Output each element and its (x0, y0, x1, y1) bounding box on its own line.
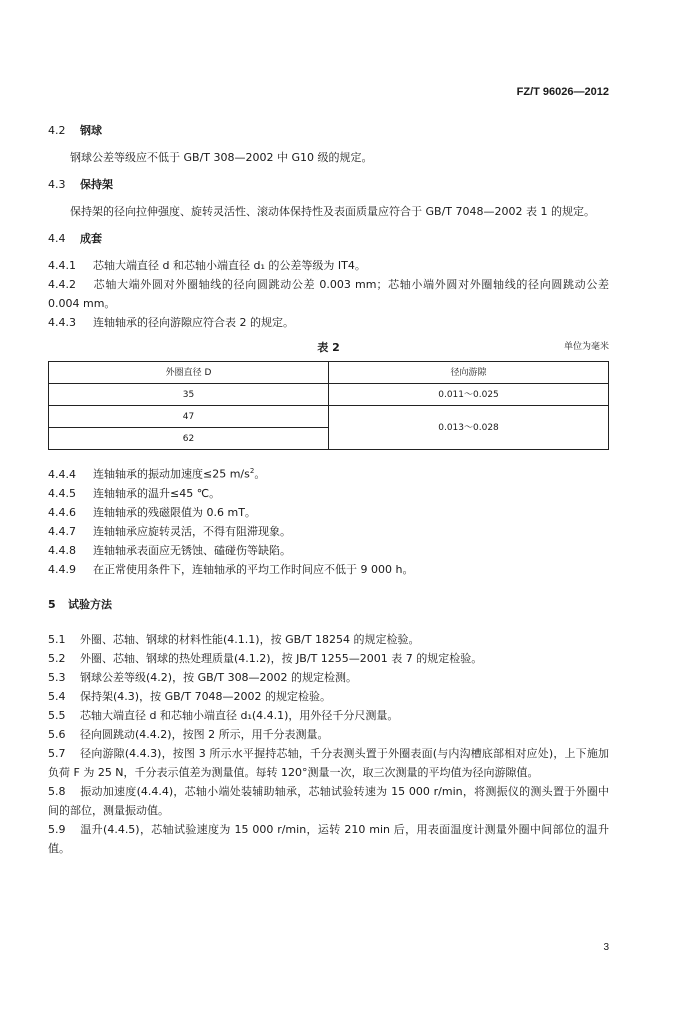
clause-number: 5.1 (48, 632, 66, 646)
clause-text-end: 。 (254, 467, 266, 481)
clause-text: 连轴轴承的残磁限值为 0.6 mT。 (93, 505, 256, 519)
clause-text: 温升(4.4.5)，芯轴试验速度为 15 000 r/min，运转 210 min 后，用表面温度计测量外圈中间部位的温升值。 (48, 822, 609, 855)
clause-text: 连轴轴承表面应无锈蚀、磕碰伤等缺陷。 (93, 543, 291, 557)
table-row (49, 384, 609, 406)
clause-text: 外圈、芯轴、钢球的热处理质量(4.1.2)，按 JB/T 1255—2001 表 7 的规定检验。 (80, 651, 483, 665)
clause-text: 连轴轴承的温升≤45 ℃。 (93, 486, 221, 500)
clause-number: 5.5 (48, 708, 66, 722)
header-diameter: 外圈直径 D (49, 362, 329, 384)
header-clearance: 径向游隙 (329, 362, 609, 384)
section-text-4-2: 钢球公差等级应不低于 GB/T 308—2002 中 G10 级的规定。 (70, 151, 373, 164)
clause-number: 5.2 (48, 651, 66, 665)
clause-number: 4.4.8 (48, 543, 76, 557)
cell-diameter: 35 (49, 384, 329, 406)
section-number: 4.2 (48, 124, 66, 137)
table-caption: 表 2 (317, 341, 340, 354)
section-heading-4-4 (48, 229, 609, 248)
clause-number: 4.4.1 (48, 259, 76, 272)
clause-text: 连轴轴承的振动加速度≤25 m/s (93, 467, 250, 481)
clause-text: 芯轴大端外圆对外圈轴线的径向圆跳动公差 0.003 mm；芯轴小端外圆对外圈轴线的径向圆跳动公差 0.004 mm。 (48, 278, 609, 310)
cell-clearance: 0.011～0.025 (329, 384, 609, 406)
clause-4-4-4 (48, 462, 609, 484)
clause-text: 钢球公差等级(4.2)，按 GB/T 308—2002 的规定检测。 (80, 670, 358, 684)
page-content (48, 121, 609, 858)
section-number: 4.4 (48, 232, 66, 245)
section-title: 保持架 (80, 178, 113, 191)
standard-code-header: FZ/T 96026—2012 (516, 86, 609, 98)
clause-text: 保持架(4.3)，按 GB/T 7048—2002 的规定检验。 (80, 689, 332, 703)
clause-4-4-7 (48, 522, 609, 541)
clause-text: 径向游隙(4.4.3)，按图 3 所示水平握持芯轴，千分表测头置于外圈表面(与内沟槽底部相对应处)，上下施加负荷 F 为 25 N，千分表示值差为测量值。每转 120°测量一次，取三次测量的平均值为径向游隙值。 (48, 746, 609, 779)
clause-number: 5.9 (48, 822, 66, 836)
clause-4-4-6 (48, 503, 609, 522)
cell-diameter: 47 (49, 406, 329, 428)
section-number: 4.3 (48, 178, 66, 191)
section-heading-4-3 (48, 175, 609, 194)
clause-number: 5.4 (48, 689, 66, 703)
cell-clearance: 0.013～0.028 (329, 406, 609, 450)
clause-4-4-5 (48, 484, 609, 503)
clause-number: 4.4.3 (48, 316, 76, 329)
clause-5-8 (48, 782, 609, 820)
clause-5-7 (48, 744, 609, 782)
clearance-table (48, 361, 609, 450)
clause-5-4 (48, 687, 609, 706)
clause-text: 连轴轴承的径向游隙应符合表 2 的规定。 (93, 316, 294, 329)
clause-4-4-1 (48, 256, 609, 275)
clause-text: 振动加速度(4.4.4)，芯轴小端处装辅助轴承，芯轴试验转速为 15 000 r/min，将测振仪的测头置于外圈中间的部位，测量振动值。 (48, 784, 609, 817)
section-number: 5 (48, 597, 56, 611)
table-row (49, 406, 609, 428)
clause-text: 芯轴大端直径 d 和芯轴小端直径 d₁ 的公差等级为 IT4。 (93, 259, 366, 272)
clause-text: 连轴轴承应旋转灵活，不得有阻滞现象。 (93, 524, 291, 538)
page-number: 3 (603, 942, 609, 953)
clause-5-1 (48, 630, 609, 649)
section-title: 钢球 (80, 124, 102, 137)
cell-diameter: 62 (49, 428, 329, 450)
clause-5-6 (48, 725, 609, 744)
clause-5-5 (48, 706, 609, 725)
clause-4-4-8 (48, 541, 609, 560)
clause-text: 外圈、芯轴、钢球的材料性能(4.1.1)，按 GB/T 18254 的规定检验。 (80, 632, 420, 646)
clause-number: 4.4.6 (48, 505, 76, 519)
clause-text: 径向圆跳动(4.4.2)，按图 2 所示，用千分表测量。 (80, 727, 329, 741)
clause-4-4-2 (48, 275, 609, 313)
clause-number: 4.4.4 (48, 467, 76, 481)
clause-number: 5.7 (48, 746, 66, 760)
section-title: 试验方法 (68, 597, 112, 611)
clause-text: 芯轴大端直径 d 和芯轴小端直径 d₁(4.4.1)，用外径千分尺测量。 (80, 708, 399, 722)
table-caption-row (48, 338, 609, 357)
section-text-4-3: 保持架的径向拉伸强度、旋转灵活性、滚动体保持性及表面质量应符合于 GB/T 7048—2002 表 1 的规定。 (70, 205, 595, 218)
superscript: 2 (249, 467, 255, 475)
table-header-row (49, 362, 609, 384)
clause-number: 5.8 (48, 784, 66, 798)
clause-number: 5.3 (48, 670, 66, 684)
clause-number: 4.4.2 (48, 278, 76, 291)
table-unit: 单位为毫米 (563, 342, 609, 352)
clause-5-2 (48, 649, 609, 668)
clause-number: 5.6 (48, 727, 66, 741)
clause-5-3 (48, 668, 609, 687)
clause-number: 4.4.9 (48, 562, 76, 576)
clause-text: 在正常使用条件下，连轴轴承的平均工作时间应不低于 9 000 h。 (93, 562, 414, 576)
clause-5-9 (48, 820, 609, 858)
clause-number: 4.4.5 (48, 486, 76, 500)
section-heading-5 (48, 595, 609, 614)
section-title: 成套 (80, 232, 102, 245)
clause-4-4-9 (48, 560, 609, 579)
clause-4-4-3 (48, 313, 609, 332)
section-heading-4-2 (48, 121, 609, 140)
clause-number: 4.4.7 (48, 524, 76, 538)
